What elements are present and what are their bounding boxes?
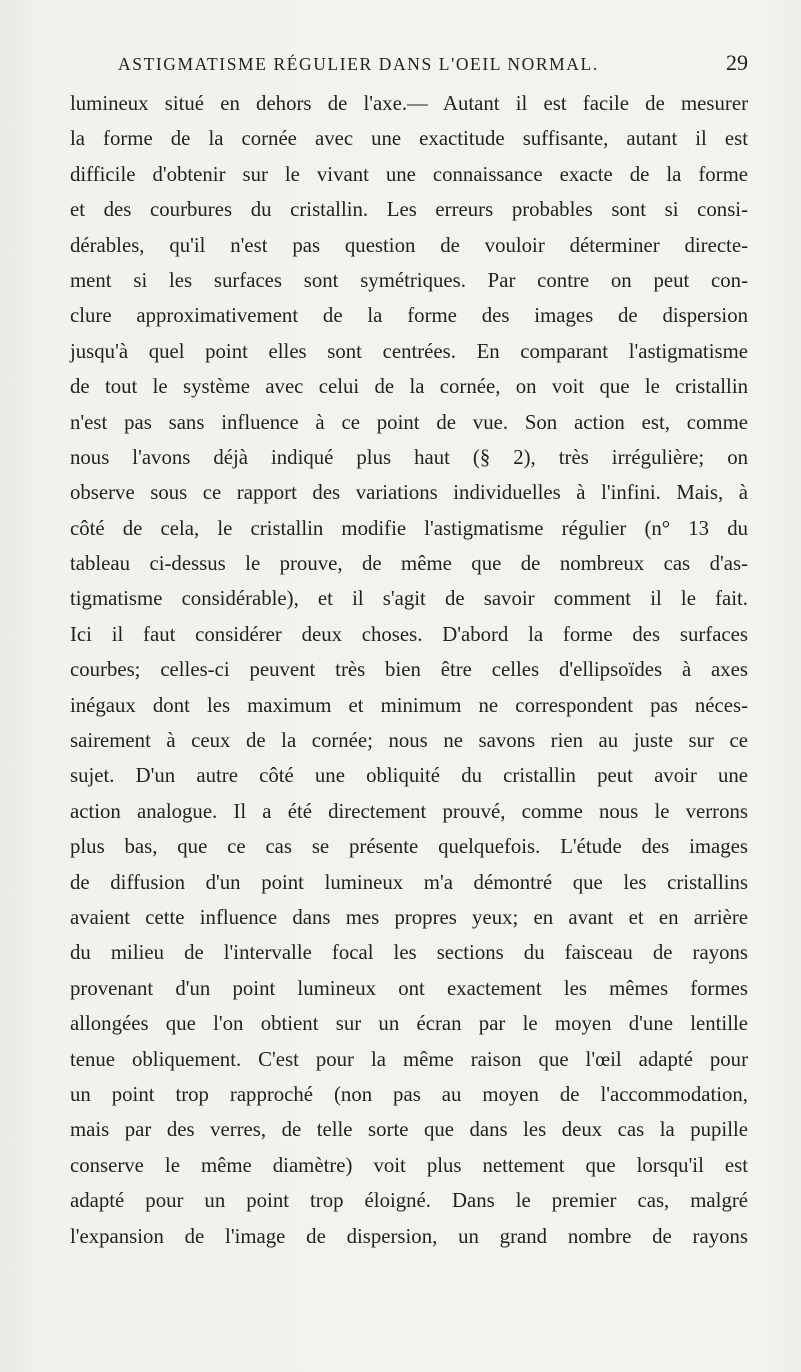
text-line: et des courbures du cristallin. Les erreurs probables sont si consi- [70,198,748,222]
text-line: de diffusion d'un point lumineux m'a démontré que les cristallins [70,870,748,894]
text-line: jusqu'à quel point elles sont centrées. En comparant l'astigmatisme [70,339,748,363]
text-line: provenant d'un point lumineux ont exactement les mêmes formes [70,976,748,1000]
text-line: sairement à ceux de la cornée; nous ne savons rien au juste sur ce [70,729,748,753]
text-line: tenue obliquement. C'est pour la même raison que l'œil adapté pour [70,1047,748,1071]
text-line: un point trop rapproché (non pas au moyen de l'accommodation, [70,1082,748,1106]
text-line: difficile d'obtenir sur le vivant une connaissance exacte de la forme [70,162,748,186]
text-line: courbes; celles-ci peuvent très bien être celles d'ellipsoïdes à axes [70,658,748,682]
text-line: dérables, qu'il n'est pas question de vouloir déterminer directe- [70,233,748,257]
text-line: côté de cela, le cristallin modifie l'astigmatisme régulier (n° 13 du [70,516,748,540]
running-title: ASTIGMATISME RÉGULIER DANS L'OEIL NORMAL. [118,54,599,74]
text-line: sujet. D'un autre côté une obliquité du cristallin peut avoir une [70,764,748,788]
text-line: de tout le système avec celui de la cornée, on voit que le cristallin [70,375,748,399]
text-line: conserve le même diamètre) voit plus nettement que lorsqu'il est [70,1153,748,1177]
text-line: inégaux dont les maximum et minimum ne correspondent pas néces- [70,693,748,717]
text-line: tigmatisme considérable), et il s'agit de savoir comment il le fait. [70,587,748,611]
body-text [70,86,748,1254]
text-line: avaient cette influence dans mes propres yeux; en avant et en arrière [70,905,748,929]
text-line: lumineux situé en dehors de l'axe.— Autant il est facile de mesurer [70,92,748,115]
text-line: adapté pour un point trop éloigné. Dans le premier cas, malgré [70,1189,748,1213]
text-line: mais par des verres, de telle sorte que dans les deux cas la pupille [70,1118,748,1142]
text-line: n'est pas sans influence à ce point de vue. Son action est, comme [70,410,748,434]
text-line: tableau ci-dessus le prouve, de même que de nombreux cas d'as- [70,552,748,576]
text-line: Ici il faut considérer deux choses. D'abord la forme des surfaces [70,622,748,646]
text-line: observe sous ce rapport des variations individuelles à l'infini. Mais, à [70,481,748,505]
text-line: du milieu de l'intervalle focal les sections du faisceau de rayons [70,941,748,965]
text-line: allongées que l'on obtient sur un écran par le moyen d'une lentille [70,1012,748,1036]
text-line: plus bas, que ce cas se présente quelquefois. L'étude des images [70,835,748,859]
text-line: action analogue. Il a été directement prouvé, comme nous le verrons [70,799,748,823]
text-line: l'expansion de l'image de dispersion, un grand nombre de rayons [70,1224,748,1248]
text-line: la forme de la cornée avec une exactitude suffisante, autant il est [70,127,748,151]
text-line: clure approximativement de la forme des images de dispersion [70,304,748,328]
running-head [118,50,748,84]
text-line: nous l'avons déjà indiqué plus haut (§ 2), très irrégulière; on [70,445,748,469]
page-number: 29 [726,50,748,75]
text-line: ment si les surfaces sont symétriques. Par contre on peut con- [70,268,748,292]
